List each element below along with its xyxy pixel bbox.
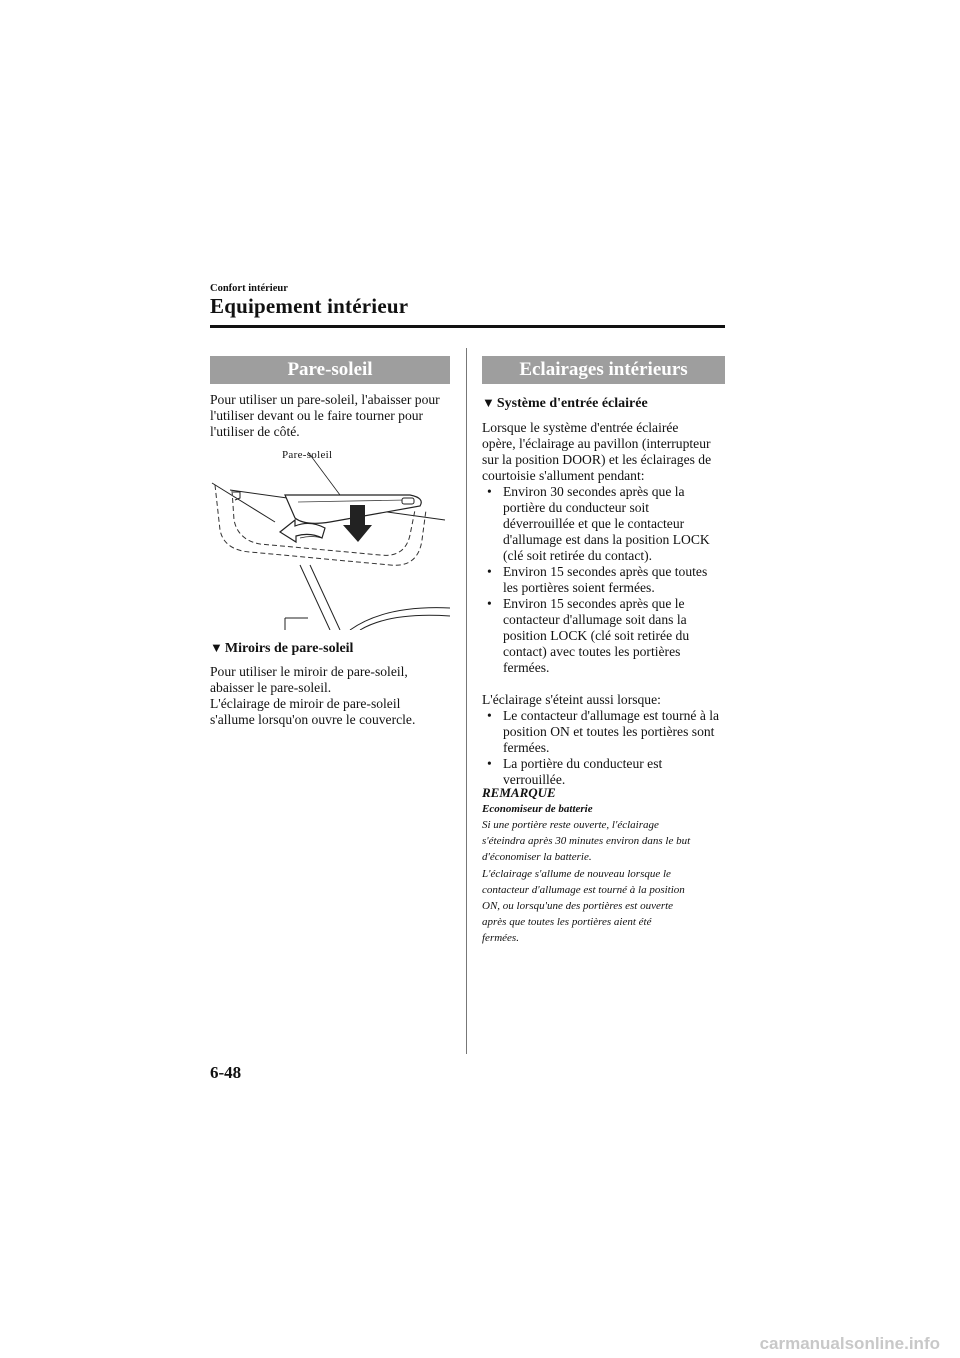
- note-text: [482, 817, 728, 947]
- banner-eclairages: Eclairages intérieurs: [482, 356, 725, 384]
- note-heading: REMARQUE: [482, 785, 556, 800]
- note-subheading: Economiseur de batterie: [482, 803, 593, 815]
- text-line: d'économiser la batterie.: [482, 851, 592, 864]
- bullet-icon: •: [487, 756, 492, 771]
- text-line: s'allume lorsqu'on ouvre le couvercle.: [210, 712, 416, 727]
- text-line: l'utiliser de côté.: [210, 424, 300, 439]
- header-rule: [210, 325, 725, 328]
- text-line: portière du conducteur soit: [503, 500, 650, 515]
- list-item: [482, 756, 728, 788]
- text-line: s'éteindra après 30 minutes environ dans le but: [482, 835, 691, 848]
- figure-label-pare-soleil: Pare-soleil: [282, 449, 333, 461]
- watermark: carmanualsonline.info: [759, 1334, 940, 1353]
- text-line: L'éclairage s'allume de nouveau lorsque le: [482, 867, 671, 880]
- mirror-text: [210, 664, 455, 728]
- text-line: déverrouillée et que le contacteur: [503, 516, 685, 531]
- subhead-systeme-entree: [482, 395, 728, 412]
- text-line: Le contacteur d'allumage est tourné à la: [503, 708, 720, 723]
- sun-visor-illustration: [210, 440, 460, 630]
- text-line: après que toutes les portières aient été: [482, 916, 652, 929]
- text-line: l'utiliser devant ou le faire tourner pour: [210, 408, 424, 423]
- text-line: La portière du conducteur est: [503, 756, 663, 771]
- triangle-icon: ▼: [482, 395, 495, 410]
- text-line: Lorsque le système d'entrée éclairée: [482, 420, 679, 435]
- text-line: d'allumage est dans la position LOCK: [503, 532, 710, 547]
- page-number: 6-48: [210, 1063, 242, 1082]
- text-line: Si une portière reste ouverte, l'éclairage: [482, 819, 659, 831]
- text-line: L'éclairage de miroir de pare-soleil: [210, 696, 401, 711]
- section-label: Confort intérieur: [210, 283, 288, 294]
- on-conditions-list: [482, 484, 728, 676]
- illuminated-entry-text: [482, 420, 728, 788]
- text-line: contact) avec toutes les portières: [503, 644, 681, 659]
- text-line: Environ 30 secondes après que la: [503, 484, 685, 499]
- text-line: position LOCK (clé soit retirée du: [503, 628, 690, 643]
- note-block: [482, 785, 728, 947]
- sun-visor-intro: [210, 392, 455, 440]
- text-line: opère, l'éclairage au pavillon (interrupteur: [482, 436, 711, 451]
- text-line: sur la position DOOR) et les éclairages de: [482, 452, 712, 467]
- banner-pare-soleil: Pare-soleil: [210, 356, 450, 384]
- text-line: fermées.: [482, 932, 519, 945]
- column-divider: [466, 348, 467, 1054]
- list-item: [482, 596, 728, 676]
- bullet-icon: •: [487, 564, 492, 579]
- bullet-icon: •: [487, 708, 492, 723]
- text-line: Environ 15 secondes après que le: [503, 596, 685, 611]
- subhead-miroirs: [210, 640, 455, 657]
- subhead-miroirs-label: Miroirs de pare-soleil: [224, 641, 354, 656]
- text-line: ON, ou lorsqu'une des portières est ouverte: [482, 900, 674, 913]
- text-line: abaisser le pare-soleil.: [210, 680, 332, 695]
- text-line: (clé soit retirée du contact).: [503, 548, 653, 563]
- text-line: contacteur d'allumage est tourné à la position: [482, 883, 685, 896]
- text-line: Pour utiliser un pare-soleil, l'abaisser pour: [210, 392, 440, 407]
- text-line: verrouillée.: [503, 772, 566, 787]
- text-line: fermées.: [503, 740, 550, 755]
- chapter-title: Equipement intérieur: [210, 294, 409, 318]
- list-item: [482, 708, 728, 756]
- list-item: [482, 484, 728, 564]
- bullet-icon: •: [487, 596, 492, 611]
- text-line: contacteur d'allumage soit dans la: [503, 612, 687, 627]
- triangle-icon: ▼: [210, 640, 223, 655]
- bullet-icon: •: [487, 484, 492, 499]
- text-line: les portières soient fermées.: [503, 580, 655, 595]
- list-item: [482, 564, 728, 596]
- text-line: Environ 15 secondes après que toutes: [503, 564, 708, 579]
- subhead-systeme-label: Système d'entrée éclairée: [496, 396, 648, 411]
- text-line: courtoisie s'allument pendant:: [482, 468, 645, 483]
- off-conditions-list: [482, 708, 728, 788]
- text-line: position ON et toutes les portières sont: [503, 724, 715, 739]
- off-intro: L'éclairage s'éteint aussi lorsque:: [482, 692, 661, 707]
- text-line: Pour utiliser le miroir de pare-soleil,: [210, 664, 408, 679]
- text-line: fermées.: [503, 660, 550, 675]
